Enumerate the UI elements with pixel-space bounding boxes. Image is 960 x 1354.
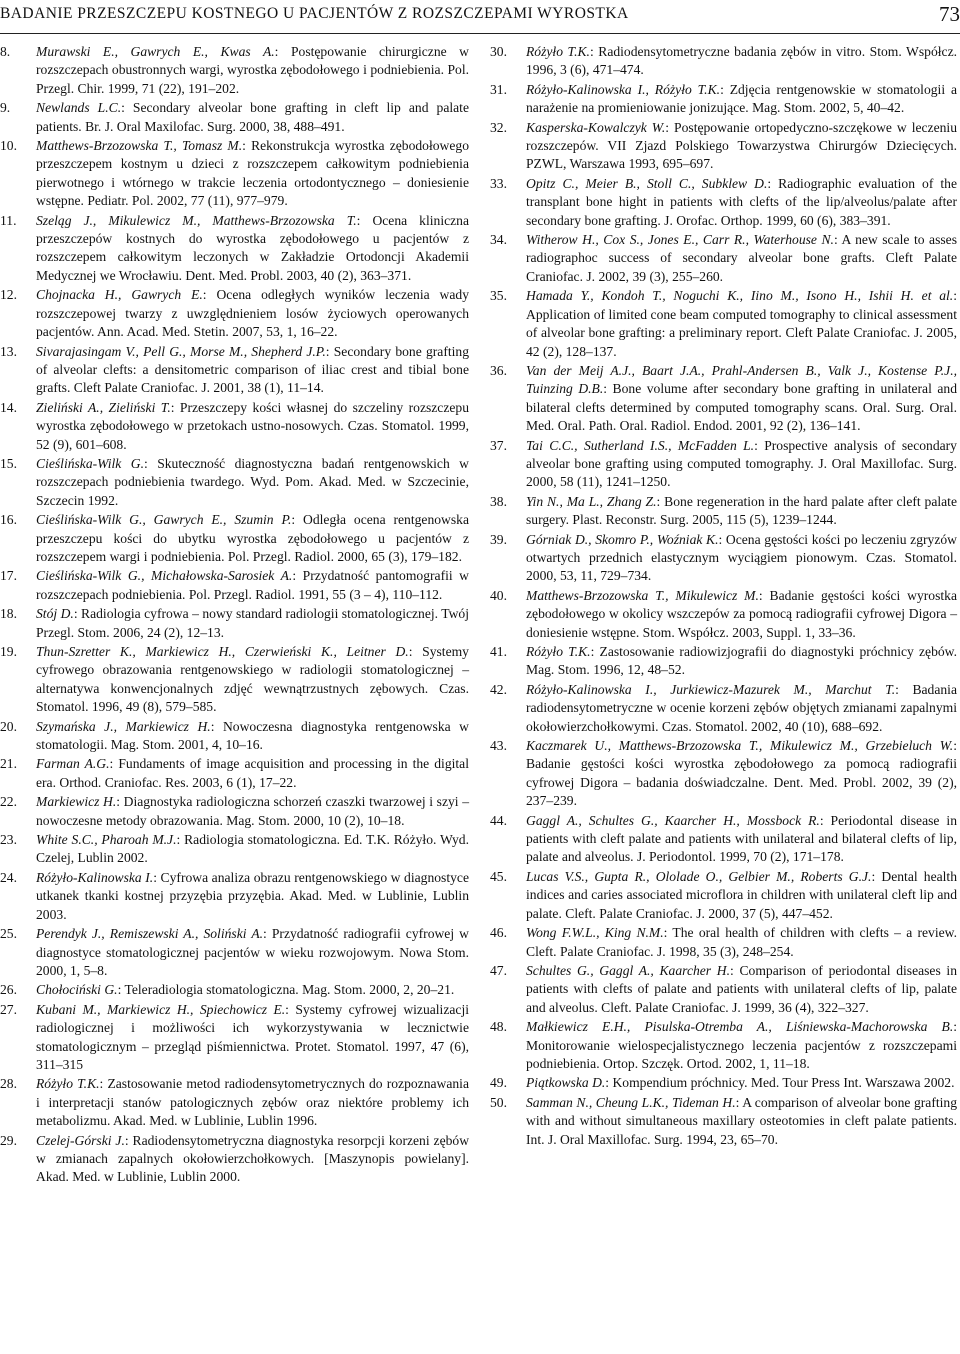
reference-authors: Tai C.C., Sutherland I.S., McFadden L. — [526, 437, 755, 453]
reference-authors: Górniak D., Skomro P., Woźniak K. — [526, 531, 719, 547]
reference-text: : Skuteczność diagnostyczna badań rentgenowskich w rozszczepach podniebienia twardego. Wyd. Pom. Akad. Med. w Szczecinie, Szczecin 1992. — [36, 455, 469, 508]
reference-authors: Witherow H., Cox S., Jones E., Carr R., Waterhouse N. — [526, 232, 834, 248]
reference-authors: Chojnacka H., Gawrych E. — [36, 287, 203, 303]
reference-item — [0, 567, 469, 604]
reference-text: : The oral health of children with clefts – a review. Cleft. Palate Craniofac. J. 1998, 35 (3), 248–254. — [526, 925, 957, 959]
reference-number: 35. — [490, 288, 507, 304]
reference-text: : Nowoczesna diagnostyka rentgenowska w stomatologii. Mag. Stom. 2001, 4, 10–16. — [36, 718, 469, 753]
reference-item — [490, 1074, 957, 1092]
reference-number: 38. — [490, 493, 507, 509]
reference-number: 19. — [0, 644, 17, 659]
page-header — [0, 0, 960, 40]
reference-authors: Murawski E., Gawrych E., Kwas A. — [36, 44, 275, 59]
reference-number: 44. — [490, 812, 507, 828]
reference-authors: Piątkowska D. — [526, 1075, 606, 1091]
header-rule — [0, 33, 960, 34]
reference-number: 40. — [490, 587, 507, 603]
reference-number: 25. — [0, 926, 17, 942]
reference-item — [490, 43, 957, 80]
reference-text: : Przeszczepy kości własnej do szczeliny rozszczepu wyrostka zębodołowego w przetokach ustno-nosowych. Czas. Stomatol. 1999, 52 (9), 601–608. — [36, 399, 469, 452]
reference-item — [0, 286, 469, 341]
reference-item — [0, 511, 469, 566]
reference-number: 14. — [0, 399, 17, 415]
reference-authors: Cieślińska-Wilk G. — [36, 455, 144, 471]
reference-text: : Badanie gęstości kości wyrostka zębodołowego za pomocą radiografii cyfrowej Digora – badania doświadczalne. Dent. Med. Probl. 2002, 39 (2), 237–239. — [526, 738, 957, 809]
reference-text: : Diagnostyka radiologiczna schorzeń czaszki twarzowej i szyi – nowoczesne metody obrazowania. Mag. Stom. 2000, 10 (2), 10–18. — [36, 794, 469, 828]
reference-authors: Samman N., Cheung L.K., Tideman H. — [526, 1094, 736, 1110]
reference-text: : Badania radiodensytometryczne w ocenie korzeni zębów objętych zmianami zapalnymi okołowierzchołkowymi. Czas. Stomatol. 2002, 40 (10), 688–692. — [526, 681, 957, 734]
reference-authors: Wong F.W.L., King N.M. — [526, 925, 664, 941]
reference-authors: Zieliński A., Zieliński T. — [36, 399, 171, 415]
reference-authors: Kubani M., Markiewicz H., Spiechowicz E. — [36, 1001, 286, 1017]
reference-text: : Teleradiologia stomatologiczna. Mag. Stom. 2000, 2, 20–21. — [117, 982, 455, 998]
reference-item — [490, 175, 957, 230]
reference-number: 26. — [0, 982, 17, 998]
reference-item — [490, 681, 957, 736]
reference-number: 17. — [0, 568, 17, 584]
reference-text: : Postępowanie chirurgiczne w rozszczepach obustronnych wargi, wyrostka zębodołowego i podniebienia. Pol. Przegl. Chir. 1999, 71 (22), 191–202. — [36, 44, 469, 96]
reference-item — [490, 531, 957, 586]
reference-text: : Fundaments of image acquisition and processing in the digital era. Orthod. Craniofac. Res. 2003, 6 (1), 17–22. — [36, 756, 469, 790]
reference-number: 46. — [490, 925, 507, 941]
reference-text: : Systemy cyfrowego obrazowania rentgenowskiego w radiologii stomatologicznej – alternatywa konwencjonalnych zdjęć wewnątrzustnych zębowych. Czas. Stomatol. 1996, 49 (8), 579–585. — [36, 644, 469, 715]
reference-number: 23. — [0, 832, 17, 848]
reference-authors: Kaczmarek U., Matthews-Brzozowska T., Mikulewicz M., Grzebieluch W. — [526, 738, 954, 754]
reference-number: 15. — [0, 455, 17, 471]
references-column-right — [490, 43, 957, 1150]
reference-authors: Matthews-Brzozowska T., Tomasz M. — [36, 138, 243, 154]
reference-number: 29. — [0, 1132, 17, 1148]
reference-text: : Przydatność radiografii cyfrowej w diagnostyce stomatologicznej pacjentów w wieku rozwojowym. Nowa Stom. 2000, 1, 5–8. — [36, 926, 469, 978]
reference-item — [490, 587, 957, 642]
reference-text: : Comparison of periodontal diseases in patients with clefts of palate and patients with unilateral clefts of lip, palate and alveolus. Cleft. Palate Craniofac. J. 1999, 36 (4), 322–327. — [526, 962, 958, 1015]
reference-item — [490, 287, 957, 361]
reference-authors: Cieślińska-Wilk G., Michałowska-Sarosiek A. — [36, 568, 293, 584]
reference-authors: Kasperska-Kowalczyk W. — [526, 119, 666, 135]
reference-text: : Przydatność pantomografii w rozszczepach podniebienia. Pol. Przegl. Radiol. 1991, 55 (3 – 4), 110–112. — [36, 568, 469, 602]
reference-text: : Ocena odległych wyników leczenia wady rozszczepowej twarzy z uwzględnieniem losów życiowych operowanych pacjentów. Ann. Acad. Med. Stetin. 2007, 53, 1, 16–22. — [36, 287, 469, 340]
reference-number: 49. — [490, 1075, 507, 1091]
reference-text: : Secondary bone grafting of alveolar clefts: a densitometric comparison of iliac crest and tibial bone grafts. Cleft Palate Craniofac. J. 2001, 38 (1), 11–14. — [36, 343, 469, 396]
reference-item — [0, 718, 469, 755]
reference-text: : Zastosowanie radiowizjografii do diagnostyki próchnicy zębów. Mag. Stom. 1996, 12, 48–52. — [526, 644, 957, 678]
reference-authors: Thun-Szretter K., Markiewicz H., Czerwieński K., Leitner D. — [36, 644, 409, 659]
reference-number: 20. — [0, 718, 17, 734]
reference-text: : Ocena kliniczna przeszczepów kostnych do wyrostka zębodołowego u pacjentów z rozszczepem całkowitym leczonych w Zakładzie Ortodoncji Akademii Medycznej we Wrocławiu. Dent. Med. Probl. 2003, 40 (2), 363–371. — [36, 212, 469, 283]
reference-authors: Newlands L.C. — [36, 100, 122, 116]
reference-number: 21. — [0, 756, 17, 772]
reference-text: : Radiodensytometryczna diagnostyka resorpcji korzeni zębów w zmianach zapalnych okołowierzchołkowych. [Maszynopis powielany]. Akad. Med. w Lublinie, Lublin 2000. — [36, 1132, 470, 1185]
reference-authors: Yin N., Ma L., Zhang Z. — [526, 493, 657, 509]
reference-authors: Szeląg J., Mikulewicz M., Matthews-Brzozowska T. — [36, 212, 357, 228]
reference-number: 13. — [0, 343, 17, 359]
reference-item — [0, 43, 469, 98]
reference-authors: Szymańska J., Markiewicz H. — [36, 718, 211, 734]
reference-authors: Cieślińska-Wilk G., Gawrych E., Szumin P. — [36, 512, 292, 528]
reference-item — [0, 869, 469, 924]
references-column-left — [0, 43, 469, 1188]
reference-item — [490, 119, 957, 174]
reference-item — [490, 362, 957, 436]
reference-authors: Van der Meij A.J., Baart J.A., Prahl-Andersen B., Valk J., Kostense P.J., Tuinzing D.B. — [526, 362, 957, 397]
reference-number: 34. — [490, 232, 507, 248]
reference-authors: White S.C., Pharoah M.J. — [36, 832, 177, 848]
reference-item — [0, 99, 469, 136]
reference-authors: Lucas V.S., Gupta R., Ololade O., Gelbier M., Roberts G.J. — [526, 868, 872, 884]
reference-text: : A comparison of alveolar bone grafting with and without simultaneous maxillary osteotomies in cleft palate patients. Int. J. Oral Maxillofac. Surg. 1994, 23, 65–70. — [526, 1094, 957, 1147]
reference-number: 43. — [490, 738, 507, 754]
reference-text: : Monitorowanie wielospecjalistycznego leczenia pacjentów z rozszczepami podniebienia. Ortop. Szczęk. Ortod. 2002, 1, 11–18. — [526, 1019, 957, 1071]
reference-text: : Cyfrowa analiza obrazu rentgenowskiego w diagnostyce utkanek tkanki kostnej przyzębia przyzębia. Akad. Med. w Lublinie, Lublin 2003. — [36, 869, 469, 922]
reference-number: 11. — [0, 212, 17, 228]
reference-authors: Różyło-Kalinowska I., Jurkiewicz-Mazurek M., Marchut T. — [526, 681, 896, 697]
reference-number: 10. — [0, 138, 17, 154]
reference-text: : Radiographic evaluation of the transplant bone hight in patients with clefts of the lip/alveolus/palate after secondary bone grafting. J. Orofac. Orthop. 1999, 60 (6), 383–391. — [526, 175, 957, 228]
reference-authors: Różyło-Kalinowska I., Różyło T.K. — [526, 81, 721, 97]
reference-authors: Różyło-Kalinowska I. — [36, 869, 154, 885]
reference-item — [490, 812, 957, 867]
reference-text: : Odległa ocena rentgenowska przeszczepu kości do ubytku wyrostka zębodołowego u pacjentów z rozszczepem wargi i podniebienia. Pol. Przegl. Radiol. 2000, 65 (3), 179–182. — [36, 512, 469, 564]
reference-authors: Matthews-Brzozowska T., Mikulewicz M. — [526, 587, 759, 603]
reference-authors: Farman A.G. — [36, 756, 110, 772]
reference-item — [0, 399, 469, 454]
reference-text: : Systemy cyfrowej wizualizacji radiologicznej i możliwości ich wykorzystywania w lecznictwie stomatologicznym – przegląd piśmiennictwa. Protet. Stomatol. 1997, 47 (6), 311–315 — [36, 1001, 469, 1072]
reference-item — [490, 962, 957, 1017]
reference-number: 12. — [0, 287, 17, 303]
reference-item — [490, 437, 957, 492]
page-number: 73 — [939, 2, 960, 26]
reference-authors: Schultes G., Gaggl A., Kaarcher H. — [526, 962, 730, 978]
reference-item — [0, 925, 469, 980]
reference-text: : Prospective analysis of secondary alveolar bone grafting using computed tomography. J. Oral Maxillofac. Surg. 2000, 58 (11), 1241–1250. — [526, 437, 957, 490]
reference-text: : Bone regeneration in the hard palate after cleft palate surgery. Plast. Reconstr. Surg. 2005, 115 (5), 1239–1244. — [526, 493, 957, 528]
reference-text: : Kompendium próchnicy. Med. Tour Press Int. Warszawa 2002. — [605, 1075, 955, 1091]
reference-item — [490, 1018, 957, 1073]
reference-authors: Sivarajasingam V., Pell G., Morse M., Shepherd J.P. — [36, 343, 326, 359]
reference-number: 8. — [0, 44, 11, 59]
reference-text: : Zdjęcia rentgenowskie w stomatologii a narażenie na promieniowanie jonizujące. Mag. Stom. 2002, 5, 40–42. — [526, 81, 958, 116]
reference-text: : Radiodensytometryczne badania zębów in vitro. Stom. Współcz. 1996, 3 (6), 471–474. — [526, 44, 958, 78]
reference-item — [0, 137, 469, 211]
reference-number: 42. — [490, 681, 507, 697]
reference-number: 22. — [0, 794, 17, 810]
reference-number: 50. — [490, 1094, 507, 1110]
reference-text: : Dental health indices and caries associated microflora in children with unilateral cleft lip and palate. Cleft. Palate Craniofac. J. 2000, 37 (5), 447–452. — [526, 868, 957, 921]
reference-authors: Hamada Y., Kondoh T., Noguchi K., Iino M., Isono H., Ishii H. et al. — [526, 288, 954, 304]
reference-text: : A new scale to asses radiographoc success of secondary alveolar bone grafts. Cleft Palate Craniofac. J. 2002, 39 (3), 255–260. — [526, 232, 957, 284]
reference-text: : Secondary alveolar bone grafting in cleft lip and palate patients. Br. J. Oral Maxilofac. Surg. 2000, 38, 488–491. — [36, 100, 469, 134]
reference-text: : Bone volume after secondary bone grafting in unilateral and bilateral clefts determined by computed tomography scans. Oral. Surg. Oral. Med. Oral. Path. Oral. Radiol. Endod. 2001, 92 (2), 136–141. — [526, 381, 957, 434]
reference-number: 27. — [0, 1001, 17, 1017]
reference-number: 47. — [490, 962, 507, 978]
reference-number: 41. — [490, 644, 507, 659]
reference-authors: Perendyk J., Remiszewski A., Soliński A. — [36, 926, 264, 942]
running-title: BADANIE PRZESZCZEPU KOSTNEGO U PACJENTÓW Z ROZSZCZEPAMI WYROSTKA — [0, 5, 629, 22]
reference-item — [490, 924, 957, 961]
reference-number: 24. — [0, 869, 17, 885]
reference-number: 36. — [490, 362, 507, 378]
reference-text: : Periodontal disease in patients with cleft palate and patients with unilateral and bilateral clefts of lip, palate and alveolus. J. Periodontol. 1999, 70 (2), 171–178. — [526, 812, 957, 865]
reference-authors: Stój D. — [36, 606, 74, 622]
reference-item — [0, 455, 469, 510]
reference-item — [0, 643, 469, 717]
reference-authors: Różyło T.K. — [526, 644, 591, 659]
reference-text: : Postępowanie ortopedyczno-szczękowe w leczeniu rozszczepów. VII Zjazd Polskiego Towarzystwa Chirurgów Dziecięcych. PZWL, Warszawa 1993, 695–697. — [526, 119, 957, 172]
reference-number: 31. — [490, 81, 507, 97]
reference-item — [490, 493, 957, 530]
reference-text: : Badanie gęstości kości wyrostka zębodołowego w okolicy wszczepów za pomocą radiografii cyfrowej Digora – doniesienie wstępne. Stom. Współcz. 2003, Suppl. 1, 33–36. — [526, 587, 957, 640]
reference-item — [490, 868, 957, 923]
reference-number: 16. — [0, 512, 17, 528]
reference-number: 32. — [490, 119, 507, 135]
reference-item — [490, 231, 957, 286]
reference-text: : Zastosowanie metod radiodensytometrycznych do rozpoznawania i interpretacji stanów patologicznych zębów oraz niektóre problemy ich metabolizmu. Akad. Med. w Lublinie, Lublin 1996. — [36, 1076, 469, 1129]
reference-authors: Czelej-Górski J. — [36, 1132, 125, 1148]
reference-authors: Chołociński G. — [36, 982, 118, 998]
reference-item — [490, 643, 957, 680]
reference-item — [0, 343, 469, 398]
reference-text: : Ocena gęstości kości po leczeniu zgryzów otwartych przednich elastycznym wyciągiem pionowym. Czas. Stomatol. 2000, 53, 11, 729–734. — [526, 531, 957, 584]
reference-text: : Radiologia cyfrowa – nowy standard radiologii stomatologicznej. Twój Przegl. Stom. 2006, 24 (2), 12–13. — [36, 606, 469, 640]
reference-number: 9. — [0, 100, 11, 116]
reference-text: : Radiologia stomatologiczna. Ed. T.K. Różyło. Wyd. Czelej, Lublin 2002. — [36, 832, 469, 866]
reference-item — [0, 793, 469, 830]
reference-item — [0, 605, 469, 642]
reference-authors: Różyło T.K. — [36, 1076, 100, 1092]
reference-authors: Różyło T.K. — [526, 44, 590, 59]
reference-item — [0, 981, 469, 999]
reference-item — [0, 831, 469, 868]
reference-number: 37. — [490, 437, 507, 453]
reference-number: 30. — [490, 44, 507, 59]
reference-item — [0, 212, 469, 286]
reference-item — [490, 81, 957, 118]
reference-item — [0, 755, 469, 792]
reference-item — [0, 1001, 469, 1075]
reference-text: : Application of limited cone beam computed tomography to clinical assessment of alveolar bone grafting: a preliminary report. Cleft Palate Craniofac. J. 2005, 42 (2), 128–137. — [526, 288, 957, 359]
reference-number: 48. — [490, 1019, 507, 1035]
reference-item — [490, 1094, 957, 1149]
reference-number: 18. — [0, 606, 17, 622]
reference-authors: Markiewicz H. — [36, 794, 117, 810]
reference-number: 33. — [490, 175, 507, 191]
reference-number: 28. — [0, 1076, 17, 1092]
reference-authors: Gaggl A., Schultes G., Kaarcher H., Mossbock R. — [526, 812, 820, 828]
reference-authors: Opitz C., Meier B., Stoll C., Subklew D. — [526, 175, 768, 191]
reference-authors: Małkiewicz E.H., Pisulska-Otremba A., Liśniewska-Machorowska B. — [526, 1019, 954, 1035]
reference-item — [490, 737, 957, 811]
reference-number: 39. — [490, 531, 507, 547]
reference-item — [0, 1132, 469, 1187]
reference-number: 45. — [490, 868, 507, 884]
reference-item — [0, 1075, 469, 1130]
reference-text: : Rekonstrukcja wyrostka zębodołowego przeszczepem kostnym u dzieci z rozszczepem całkowitym podniebienia pierwotnego i wtórnego w trakcie leczenia ortodontycznego – doniesienie wstępne. Pediatr. Pol. 2002, 77 (11), 977–979. — [36, 138, 469, 209]
